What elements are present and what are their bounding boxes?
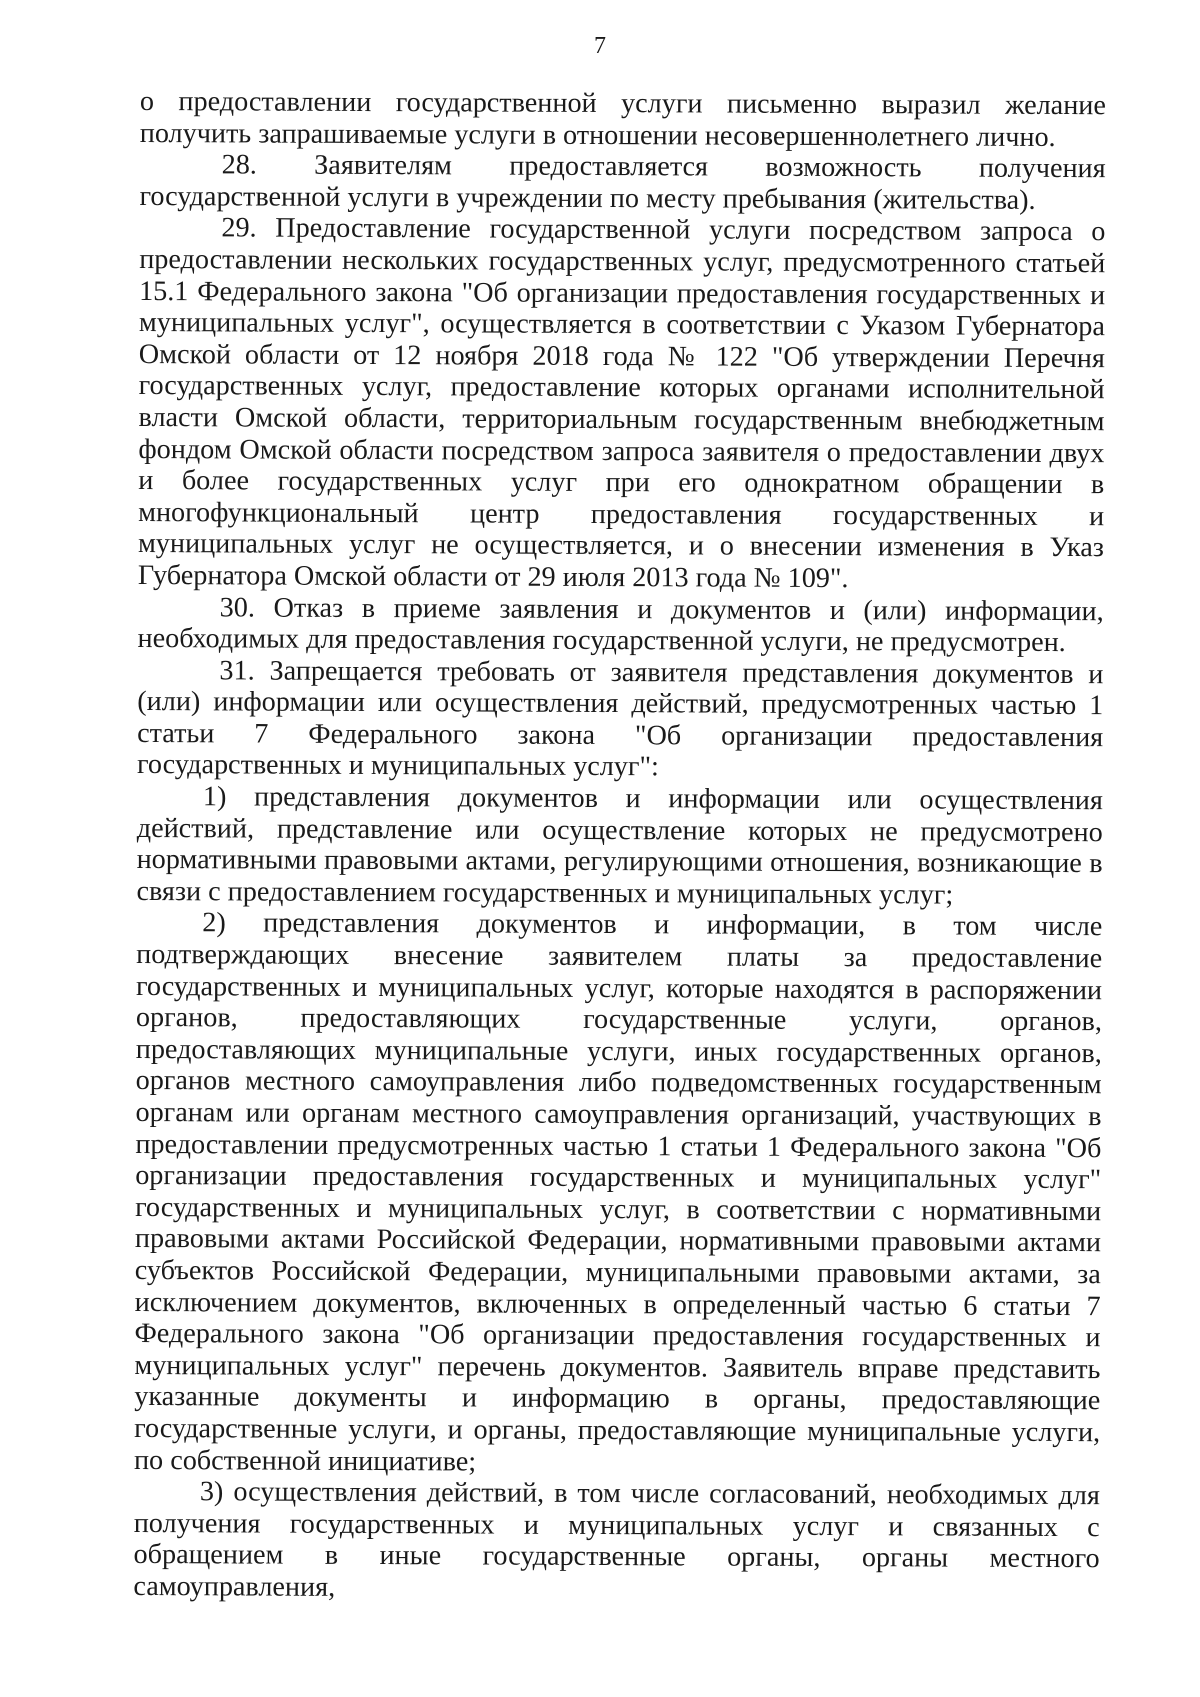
list-item-3: 3) осуществления действий, в том числе согласований, необходимых для получения государственных и муниципальных услуг и связанных с обращением в иные государственные органы, органы местного самоуправления, <box>133 1476 1100 1603</box>
paragraph-continuation: о предоставлении государственной услуги письменно выразил желание получить запрашиваемые услуги в отношении несовершеннолетнего лично. <box>139 86 1106 153</box>
paragraph-28: 28. Заявителям предоставляется возможность получения государственной услуги в учреждении по месту пребывания (жительства). <box>139 149 1106 216</box>
paragraph-29: 29. Предоставление государственной услуги посредством запроса о предоставлении нескольких государственных услуг, предусмотренного статьей 15.1 Федерального закона "Об организации предоставления государственных и муниципальных услуг", осуществляется в соответствии с Указом Губернатора Омской области от 12 ноября 2018 года № 122 "Об утверждении Перечня государственных услуг, предоставление которых органами исполнительной власти Омской области, территориальным государственным внебюджетным фондом Омской области посредством запроса заявителя о предоставлении двух и более государственных услуг при его однократном обращении в многофункциональный центр предоставления государственных и муниципальных услуг не осуществляется, и о внесении изменения в Указ Губернатора Омской области от 29 июля 2013 года № 109". <box>137 212 1106 595</box>
list-item-2: 2) представления документов и информации, в том числе подтверждающих внесение заявителем платы за предоставление государственных и муниципальных услуг, которые находятся в распоряжении органов, предоставляющих государственные услуги, органов, предоставляющих муниципальные услуги, иных государственных органов, органов местного самоуправления либо подведомственных государственным органам или органам местного самоуправления организаций, участвующих в предоставлении предусмотренных частью 1 статьи 1 Федерального закона "Об организации предоставления государственных и муниципальных услуг" государственных и муниципальных услуг, в соответствии с нормативными правовыми актами Российской Федерации, нормативными правовыми актами субъектов Российской Федерации, муниципальными правовыми актами, за исключением документов, включенных в определенный частью 6 статьи 7 Федерального закона "Об организации предоставления государственных и муниципальных услуг" перечень документов. Заявитель вправе представить указанные документы и информацию в органы, предоставляющие государственные услуги, и органы, предоставляющие муниципальные услуги, по собственной инициативе; <box>133 907 1103 1478</box>
paragraph-30: 30. Отказ в приеме заявления и документов и (или) информации, необходимых для предоставления государственной услуги, не предусмотрен. <box>137 591 1104 659</box>
document-body <box>133 86 1106 1607</box>
paragraph-31: 31. Запрещается требовать от заявителя представления документов и (или) информации или осуществления действий, предусмотренных частью 1 статьи 7 Федерального закона "Об организации предоставления государственных и муниципальных услуг": <box>136 655 1104 783</box>
list-item-1: 1) представления документов и информации или осуществления действий, представление или осуществление которых не предусмотрено нормативными правовыми актами, регулирующими отношения, возникающие в связи с предоставлением государственных и муниципальных услуг; <box>136 781 1103 911</box>
page-number: 7 <box>594 33 606 59</box>
